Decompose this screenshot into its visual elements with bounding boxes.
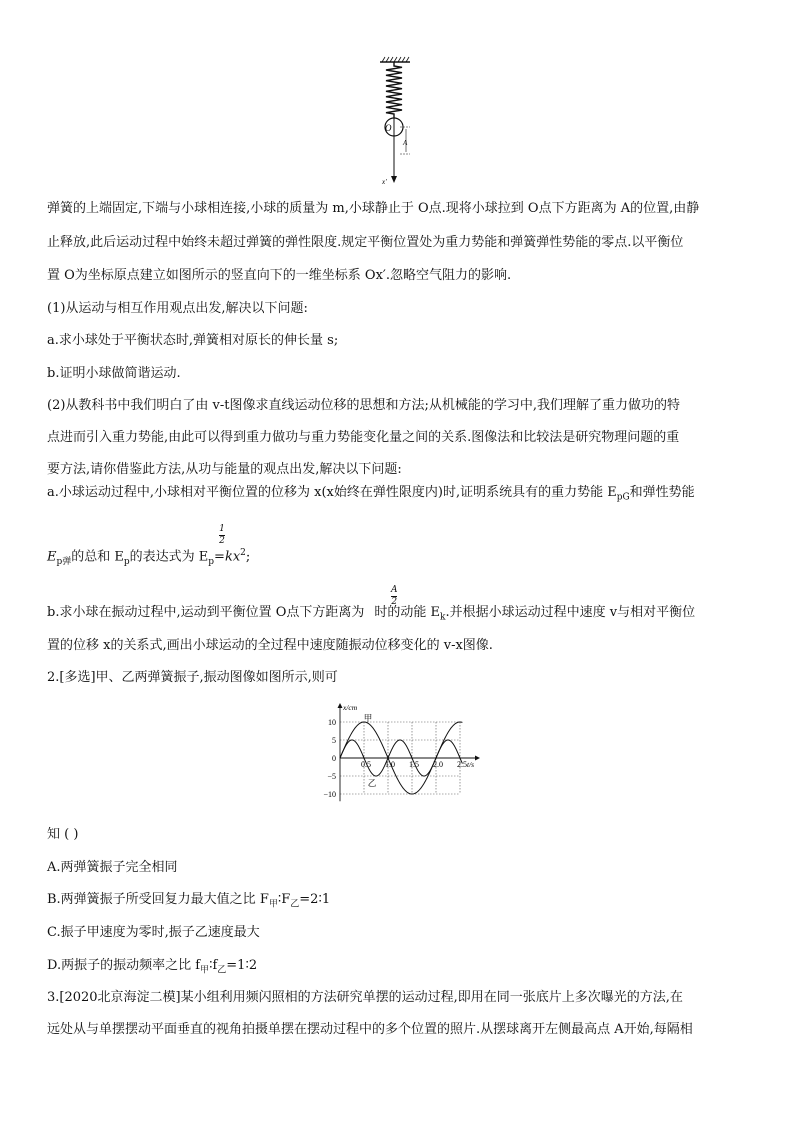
q3-option-c: C.振子甲速度为零时,振子乙速度最大 [47, 925, 260, 940]
origin-label: O [385, 123, 392, 133]
spring-mass-figure [370, 56, 420, 188]
spring-coil [386, 62, 402, 118]
x-axis-label: t/s [467, 760, 475, 769]
y-tick-label: 0 [332, 754, 336, 763]
q3-tail: 知 ( ) [47, 827, 79, 842]
q1-part-b: b.证明小球做简谐运动. [47, 366, 181, 381]
series-label-yi: 乙 [367, 778, 377, 789]
x-tick-label: 1.5 [409, 760, 419, 769]
intro-line-2: 止释放,此后运动过程中始终未超过弹簧的弹性限度.规定平衡位置处为重力势能和弹簧弹性势能的零点.以平衡位 [47, 235, 684, 250]
q2-part-a-line-1: a.小球运动过程中,小球相对平衡位置的位移为 x(x始终在弹性限度内)时,证明系统具有的重力势能 $E_{pG}$和弹性势能 [47, 485, 695, 503]
q2-part-b-line-2: 置的位移 x的关系式,画出小球运动的全过程中速度随振动位移变化的 v-x图像. [47, 638, 493, 653]
q4-line-2: 远处从与单摆摆动平面垂直的视角拍摄单摆在摆动过程中的多个位置的照片.从摆球离开左侧最高点 A开始,每隔相 [47, 1022, 693, 1037]
fraction-A-over-2: A 2 [391, 585, 398, 607]
axis-label: x′ [382, 178, 387, 186]
fraction-half: 1 2 [219, 524, 225, 546]
series-label-jia: 甲 [363, 713, 373, 723]
x-tick-label: 2.5 [457, 760, 467, 769]
q3-option-b: B.两弹簧振子所受回复力最大值之比 $F_甲∶F_乙=2∶1$ [47, 892, 331, 910]
y-tick-label: 5 [332, 736, 336, 745]
q3-heading: 2.[多选]甲、乙两弹簧振子,振动图像如图所示,则可 [47, 670, 338, 685]
q1-part-a: a.求小球处于平衡状态时,弹簧相对原长的伸长量 s; [47, 333, 339, 348]
intro-line-3: 置 O为坐标原点建立如图所示的竖直向下的一维坐标系 Ox′.忽略空气阻力的影响. [47, 268, 512, 283]
y-axis-arrow [338, 703, 343, 708]
q3-option-d: D.两振子的振动频率之比 $f_甲∶f_乙=1∶2$ [47, 958, 258, 976]
q4-line-1: 3.[2020北京海淀二模]某小组利用频闪照相的方法研究单摆的运动过程,即用在同一张底片上多次曝光的方法,在 [47, 990, 683, 1005]
y-tick-label: −10 [323, 790, 336, 799]
x-axis-arrow [475, 756, 480, 761]
amplitude-label: A [403, 139, 408, 147]
x-tick-label: 1.0 [385, 760, 395, 769]
q2-part-b-line-1: b.求小球在振动过程中,运动到平衡位置 O点下方距离为 时的动能 $E_k$.并根据小球运动过程中速度 v与相对平衡位 [47, 605, 696, 623]
q2-line-2: 点进而引入重力势能,由此可以得到重力做功与重力势能变化量之间的关系.图像法和比较法是研究物理问题的重 [47, 430, 680, 445]
q2-line-3: 要方法,请你借鉴此方法,从功与能量的观点出发,解决以下问题: [47, 462, 402, 477]
x-tick-label: 0.5 [361, 760, 371, 769]
q2-part-a-line-2: $E_{p弹}$的总和 $E_p$的表达式为 $E_p=kx^2$; [47, 548, 251, 567]
y-tick-label: −5 [327, 772, 336, 781]
q2-line-1: (2)从教科书中我们明白了由 v-t图像求直线运动位移的思想和方法;从机械能的学习中,我们理解了重力做功的特 [47, 398, 681, 413]
q1-heading: (1)从运动与相互作用观点出发,解决以下问题: [47, 301, 308, 316]
y-axis-label: x/cm [343, 703, 358, 712]
y-tick-label: 10 [328, 718, 336, 727]
intro-line-1: 弹簧的上端固定,下端与小球相连接,小球的质量为 m,小球静止于 O点.现将小球拉到 O点下方距离为 A的位置,由静 [47, 201, 700, 216]
x-tick-label: 2.0 [433, 760, 443, 769]
oscillation-chart [312, 702, 482, 806]
q3-option-a: A.两弹簧振子完全相同 [47, 860, 178, 875]
